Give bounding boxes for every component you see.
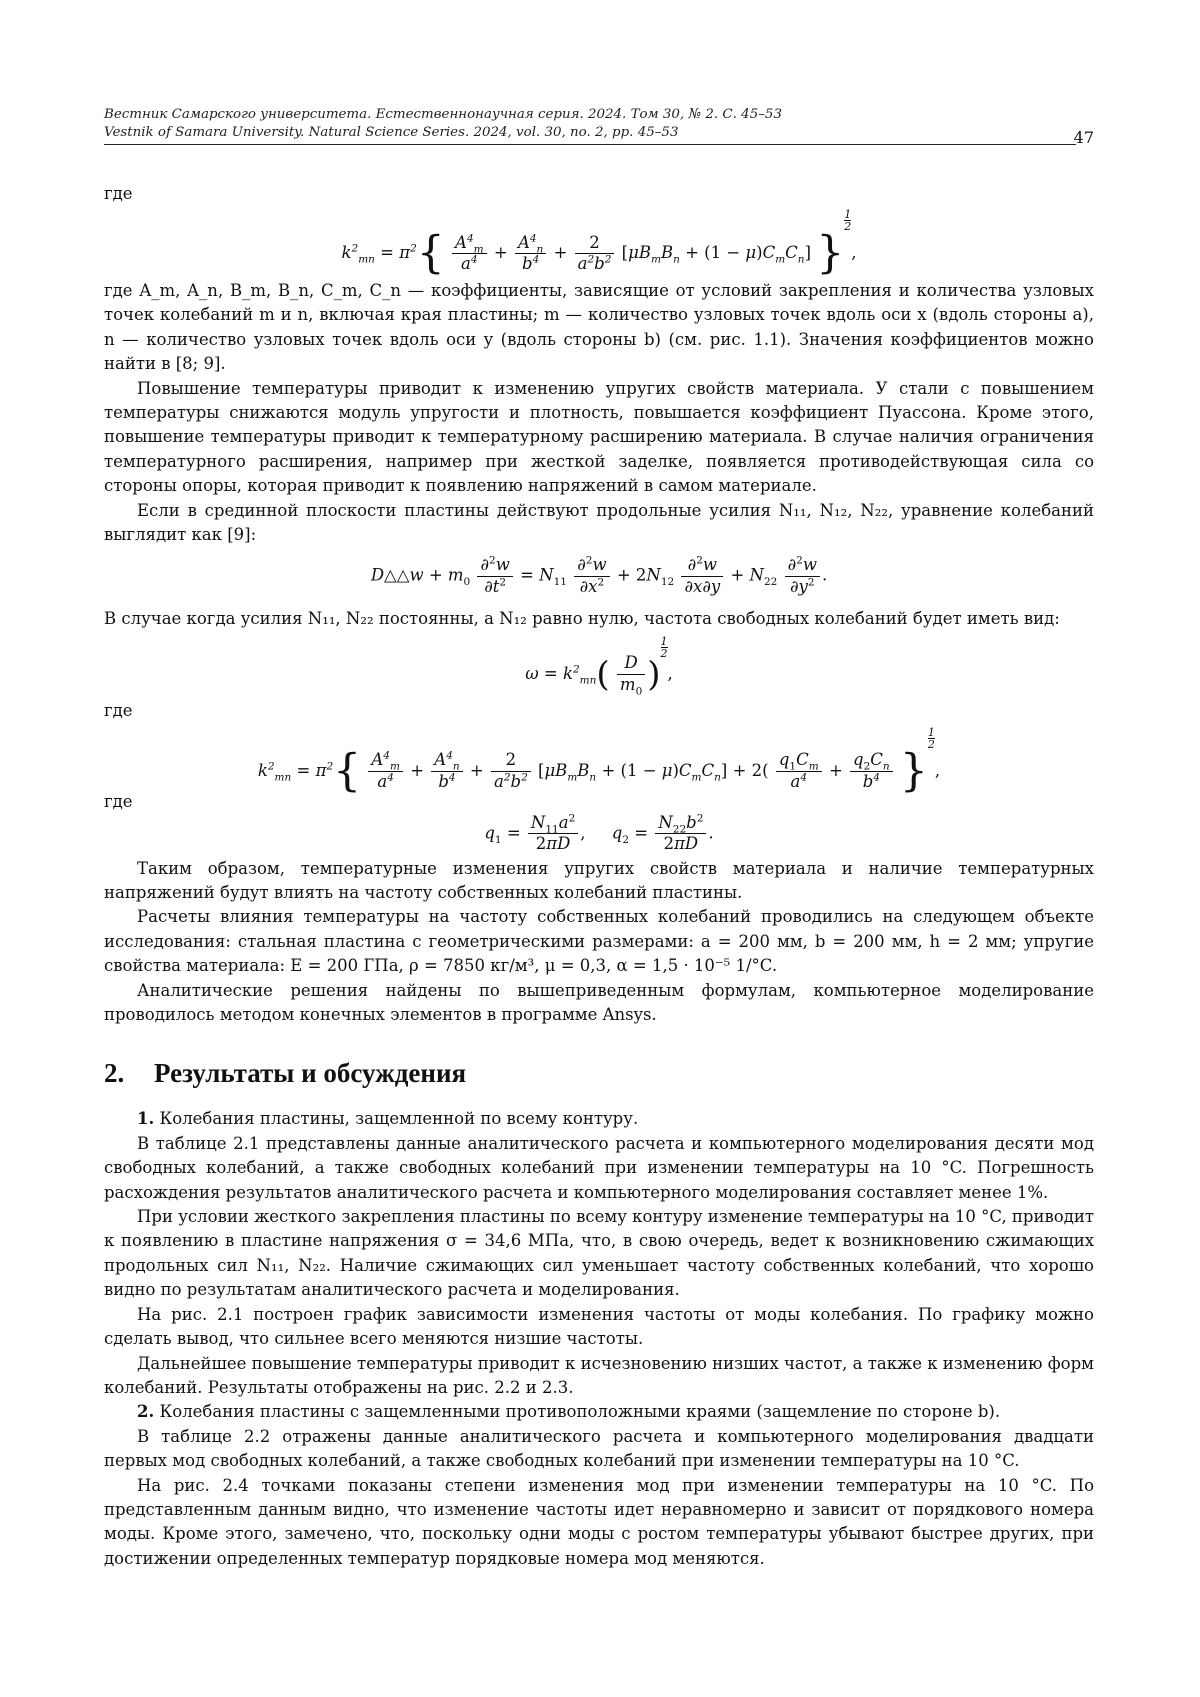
equation-omega: $\omega = k^2_{mn}$( $\frac{D}{m_0}$ ) $\frac{1}{2}$ , [525,634,673,698]
where-label-2: где [104,701,133,721]
paragraph-table-2-2: В таблице 2.2 отражены данные аналитического расчета и компьютерного моделирования двадцати первых мод свободных колебаний, а также свободных колебаний при изменении температуры на 10 °C. [104,1426,1094,1471]
paragraph-conclusion-effects: Таким образом, температурные изменения упругих свойств материала и наличие температурных напряжений будут влиять на частоту собственных колебаний пластины. [104,858,1094,902]
paragraph-table-2-1: В таблице 2.1 представлены данные аналитического расчета и компьютерного моделирования десяти мод свободных колебаний, а также свободных колебаний при изменении температуры на 10 °C. Погрешность расхождения результатов аналитического расчета и компьютерного моделирования составляет менее 1%. [104,1133,1094,1202]
paragraph-temperature-effects: Повышение температуры приводит к изменению упругих свойств материала. У стали с повышением температуры снижаются модуль упругости и плотность, повышается коэффициент Пуассона. Кроме этого, повышение температуры приводит к температурному расширению материала. В случае наличия ограничения температурного расширения, например при жесткой заделке, появляется противодействующая сила со стороны опоры, которая приводит к появлению напряжений в самом материале. [104,378,1094,496]
equation-kmn-2: $k^2_{mn} = \pi^2${ $\frac{A^4_m}{a^4}$ + $\frac{A^4_n}{b^4}$ + $\frac{2}{a^2b^2}$ $[\mu B_mB_n + (1 - \mu)C_mC_n] + 2$( $\frac{q_1C_m}{a^4}$ + $\frac{q_2C_n}{b^4}$ } $\frac{1}{2}$ , [257,725,941,797]
paragraph-analytic-solutions: Аналитические решения найдены по вышеприведенным формулам, компьютерное моделирование проводилось методом конечных элементов в программе Ansys. [104,980,1094,1025]
paragraph-constant-forces: В случае когда усилия N₁₁, N₂₂ постоянны, а N₁₂ равно нулю, частота свободных колебаний будет иметь вид: [104,609,1060,629]
paragraph-further-heating: Дальнейшее повышение температуры приводит к исчезновению низших частот, а также к изменению форм колебаний. Результаты отображены на рис. 2.2 и 2.3. [104,1353,1094,1397]
item-1-number: 1. [137,1109,155,1129]
equation-plate-vibration: D△△w + $m_0$ $\frac{\partial^2w}{\partial t^2}$ = $N_{11}$ $\frac{\partial^2w}{\partial x^2}$ + $2N_{12}$ $\frac{\partial^2w}{\partial x\partial y}$ + $N_{22}$ $\frac{\partial^2w}{\partial y^2}$ . [370,554,828,596]
running-header [104,106,1094,147]
section-number: 2. [104,1058,125,1089]
article-body [104,182,1094,1571]
page-number: 47 [1073,128,1094,147]
item-1-title: Колебания пластины, защемленной по всему контуру. [159,1109,639,1129]
item-1-heading [104,1107,1094,1131]
equation-kmn-1: $k^2_{mn} = \pi^2${ $\frac{A^4_m}{a^4}$ + $\frac{A^4_n}{b^4}$ + $\frac{2}{a^2b^2}$ $[\mu B_mB_n + (1 - \mu)C_mC_n]$ } $\frac{1}{2}$ , [341,208,857,279]
paragraph-figure-2-1: На рис. 2.1 построен график зависимости изменения частоты от моды колебания. По графику можно сделать вывод, что сильнее всего меняются низшие частоты. [104,1304,1094,1349]
header-line-en: Vestnik of Samara University. Natural Science Series. 2024, vol. 30, no. 2, pp. 45–53 [104,125,679,140]
paragraph-research-object: Расчеты влияния температуры на частоту собственных колебаний проводились на следующем объекте исследования: стальная пластина с геометрическими размерами: a = 200 мм, b = 200 мм, h = 2 мм; упругие свойства материала: E = 200 ГПа, ρ = 7850 кг/м³, μ = 0,3, α = 1,5 · 10⁻⁵ 1/°C. [104,907,1094,976]
paragraph-rigid-clamping: При условии жесткого закрепления пластины по всему контуру изменение температуры на 10 °C, приводит к появлению в пластине напряжения σ = 34,6 МПа, что, в свою очередь, ведет к возникновению сжимающих продольных сил N₁₁, N₂₂. Наличие сжимающих сил уменьшает частоту собственных колебаний, что хорошо видно по результатам аналитического расчета и моделирования. [104,1207,1094,1300]
paragraph-coefficients: где A_m, A_n, B_m, B_n, C_m, C_n — коэффициенты, зависящие от условий закрепления и количества узловых точек колебаний m и n, включая края пластины; m — количество узловых точек вдоль оси x (вдоль стороны a), n — количество узловых точек вдоль оси y (вдоль стороны b) (см. рис. 1.1). Значения коэффициентов можно найти в [8; 9]. [104,280,1094,374]
header-rule [104,144,1076,145]
equation-q1-q2: $q_1$ = $\frac{N_{11}a^2}{2\pi D}$ , $q_2$ = $\frac{N_{22}b^2}{2\pi D}$ . [484,812,714,854]
where-label-1: где [104,184,133,203]
item-2-heading [104,1400,1094,1424]
paragraph-longitudinal-forces: Если в срединной плоскости пластины действуют продольные усилия N₁₁, N₁₂, N₂₂, уравнение колебаний выглядит как [9]: [104,500,1094,544]
section-title: Результаты и обсуждения [154,1058,467,1089]
paragraph-figure-2-4: На рис. 2.4 точками показаны степени изменения мод при изменении температуры на 10 °C. По представленным данным видно, что изменение частоты идет неравномерно и зависит от порядкового номера моды. Кроме этого, замечено, что, поскольку одни моды с ростом температуры убывают быстрее других, при достижении определенных температур порядковые номера мод меняются. [104,1475,1094,1568]
item-2-title: Колебания пластины с защемленными противоположными краями (защемление по стороне b). [159,1402,1001,1422]
header-line-ru: Вестник Самарского университета. Естественнонаучная серия. 2024. Том 30, № 2. С. 45–53 [104,107,782,122]
item-2-number: 2. [137,1402,155,1422]
section-heading [104,1057,1094,1089]
where-label-3: где [104,792,133,812]
